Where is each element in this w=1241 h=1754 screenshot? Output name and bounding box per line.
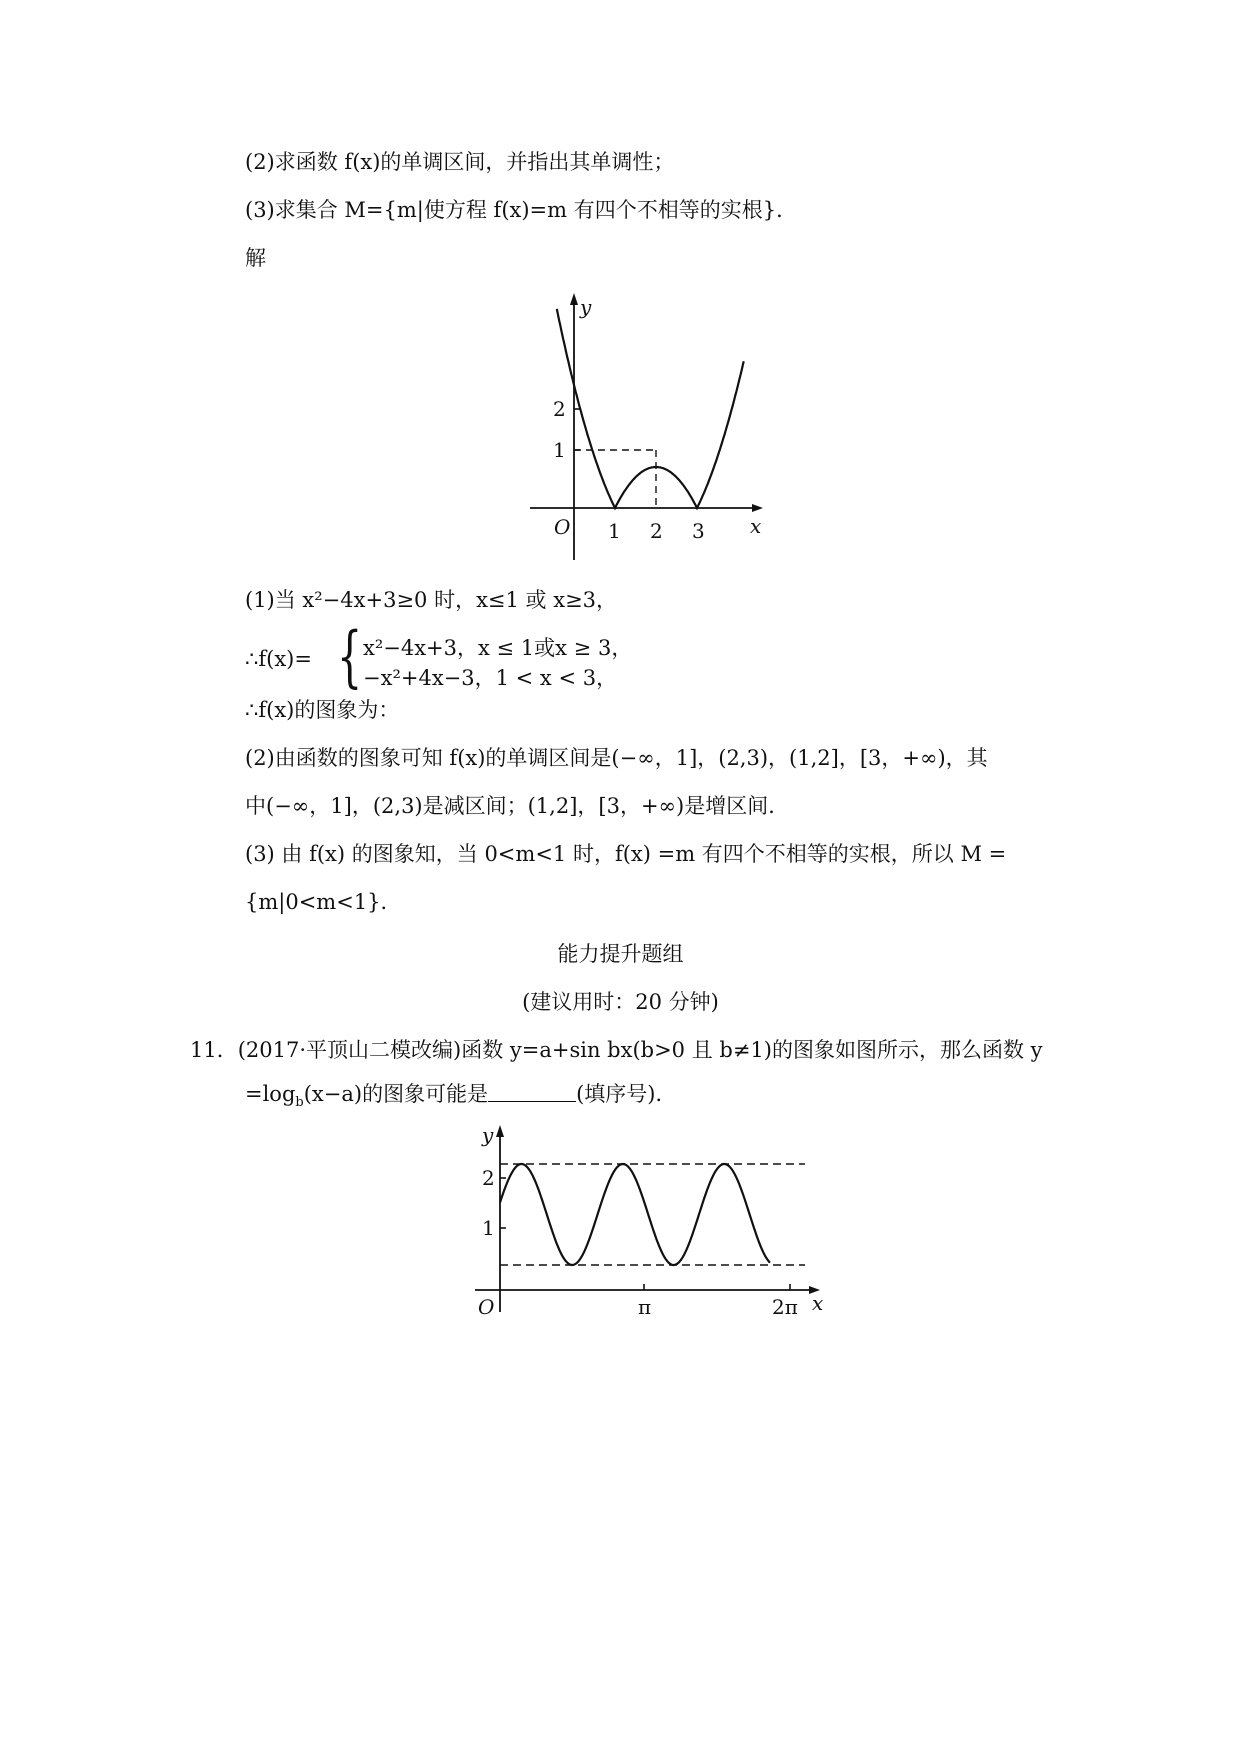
piecewise-case-2: −x²+4x−3，1 < x < 3， bbox=[363, 666, 618, 690]
function-graph-1 bbox=[520, 290, 770, 570]
function-graph-2 bbox=[460, 1122, 830, 1322]
section-title: 能力提升题组 bbox=[557, 942, 684, 966]
log-argument: (x−a)的图象可能是 bbox=[303, 1082, 489, 1106]
y-axis-label: y bbox=[482, 1123, 494, 1147]
log-base: b bbox=[295, 1095, 304, 1111]
solution-step-2a: (2)由函数的图象可知 f(x)的单调区间是(−∞，1]，(2,3)，(1,2]，[3，+∞)，其 bbox=[245, 746, 988, 770]
solution-step-2b: 中(−∞，1]，(2,3)是减区间；(1,2]，[3，+∞)是增区间． bbox=[245, 794, 790, 818]
piecewise-lead: ∴f(x)= bbox=[245, 647, 312, 671]
x-axis-label: x bbox=[750, 514, 762, 538]
sine-curve bbox=[500, 1164, 770, 1265]
section-subtitle: (建议用时：20 分钟) bbox=[522, 990, 719, 1014]
question-2-text: (2)求函数 f(x)的单调区间，并指出其单调性； bbox=[245, 150, 675, 174]
log-prefix: =log bbox=[245, 1082, 296, 1106]
x-axis-label: x bbox=[812, 1291, 824, 1315]
y-tick-label-1: 1 bbox=[482, 1216, 495, 1240]
y-tick-label-2: 2 bbox=[482, 1166, 495, 1190]
x-tick-label-3: 3 bbox=[692, 519, 705, 543]
piecewise-case-1: x²−4x+3，x ≤ 1或x ≥ 3， bbox=[363, 636, 633, 660]
y-axis-arrow bbox=[496, 1125, 504, 1137]
y-axis-arrow bbox=[570, 293, 578, 305]
y-axis-label: y bbox=[580, 295, 592, 319]
origin-label: O bbox=[554, 515, 571, 539]
x-tick-label-2pi: 2π bbox=[772, 1295, 798, 1319]
function-curve bbox=[557, 309, 744, 508]
solution-graph-intro: ∴f(x)的图象为： bbox=[245, 698, 400, 722]
x-tick-label-2: 2 bbox=[650, 519, 663, 543]
piecewise-brace: { bbox=[337, 618, 363, 695]
question-11-line-2 bbox=[245, 1082, 676, 1111]
question-11-line-1: 11．(2017·平顶山二模改编)函数 y=a+sin bx(b>0 且 b≠1)的图象如图所示，那么函数 y bbox=[190, 1038, 1043, 1062]
y-tick-label-2: 2 bbox=[553, 397, 566, 421]
solution-label: 解 bbox=[245, 246, 266, 270]
solution-step-3a: (3) 由 f(x) 的图象知，当 0<m<1 时，f(x) =m 有四个不相等的实根，所以 M = bbox=[245, 842, 1007, 866]
x-tick-label-1: 1 bbox=[608, 519, 621, 543]
x-tick-label-pi: π bbox=[638, 1295, 652, 1319]
y-tick-label-1: 1 bbox=[553, 438, 566, 462]
x-axis-arrow bbox=[752, 504, 763, 512]
fill-hint: (填序号)． bbox=[576, 1082, 677, 1106]
answer-blank[interactable] bbox=[488, 1083, 576, 1102]
origin-label: O bbox=[478, 1295, 495, 1319]
solution-step-3b: {m|0<m<1}． bbox=[245, 890, 402, 914]
question-3-text: (3)求集合 M={m|使方程 f(x)=m 有四个不相等的实根}． bbox=[245, 198, 798, 222]
solution-step-1: (1)当 x²−4x+3≥0 时，x≤1 或 x≥3， bbox=[245, 588, 618, 612]
